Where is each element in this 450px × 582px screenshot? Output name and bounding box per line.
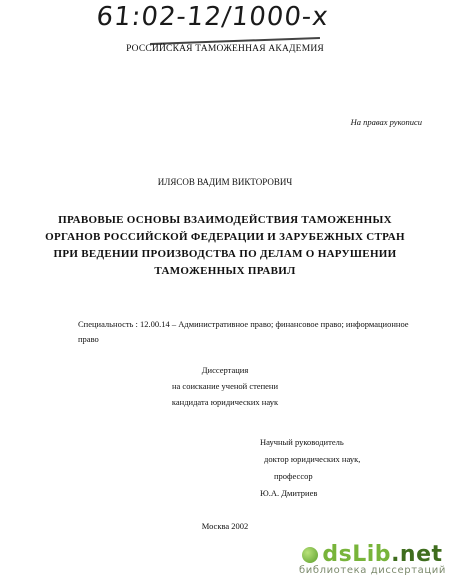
dslib-logo-icon xyxy=(302,547,318,563)
author-name: ИЛЯСОВ ВАДИМ ВИКТОРОВИЧ xyxy=(157,177,293,187)
degree-line: на соискание ученой степени xyxy=(171,381,278,391)
dissertation-label: Диссертация xyxy=(201,365,249,375)
supervisor-rank: профессор xyxy=(274,471,313,481)
supervisor-label: Научный руководитель xyxy=(260,437,344,447)
dslib-subtitle: библиотека диссертаций xyxy=(298,565,446,576)
degree-line: кандидата юридических наук xyxy=(171,397,279,407)
place-year: Москва 2002 xyxy=(201,521,249,531)
supervisor-block xyxy=(260,434,360,502)
academy-name: РОССИЙСКАЯ ТАМОЖЕННАЯ АКАДЕМИЯ xyxy=(126,44,324,54)
dslib-brand-domain: .net xyxy=(391,542,443,567)
dslib-brand xyxy=(322,542,442,567)
dslib-watermark[interactable] xyxy=(299,542,446,576)
title-line: ОРГАНОВ РОССИЙСКОЙ ФЕДЕРАЦИИ И ЗАРУБЕЖНЫХ СТРАН xyxy=(45,231,405,243)
dslib-brand-main: dsLib xyxy=(322,542,392,567)
handwritten-catalog-code: 61:02-12/1000-x xyxy=(94,2,331,32)
supervisor-degree: доктор юридических наук, xyxy=(264,454,361,464)
dissertation-title xyxy=(40,212,410,280)
dissertation-degree-block xyxy=(0,362,450,410)
title-line: ТАМОЖЕННЫХ ПРАВИЛ xyxy=(154,265,296,277)
manuscript-rights-note: На правах рукописи xyxy=(350,117,422,127)
specialty-line: Специальность : 12.00.14 – Административное право; финансовое право; информационное право xyxy=(78,319,409,344)
title-line: ПРИ ВЕДЕНИИ ПРОИЗВОДСТВА ПО ДЕЛАМ О НАРУШЕНИИ xyxy=(53,248,397,260)
supervisor-name: Ю.А. Дмитриев xyxy=(260,488,318,498)
title-line: ПРАВОВЫЕ ОСНОВЫ ВЗАИМОДЕЙСТВИЯ ТАМОЖЕННЫХ xyxy=(58,214,392,226)
